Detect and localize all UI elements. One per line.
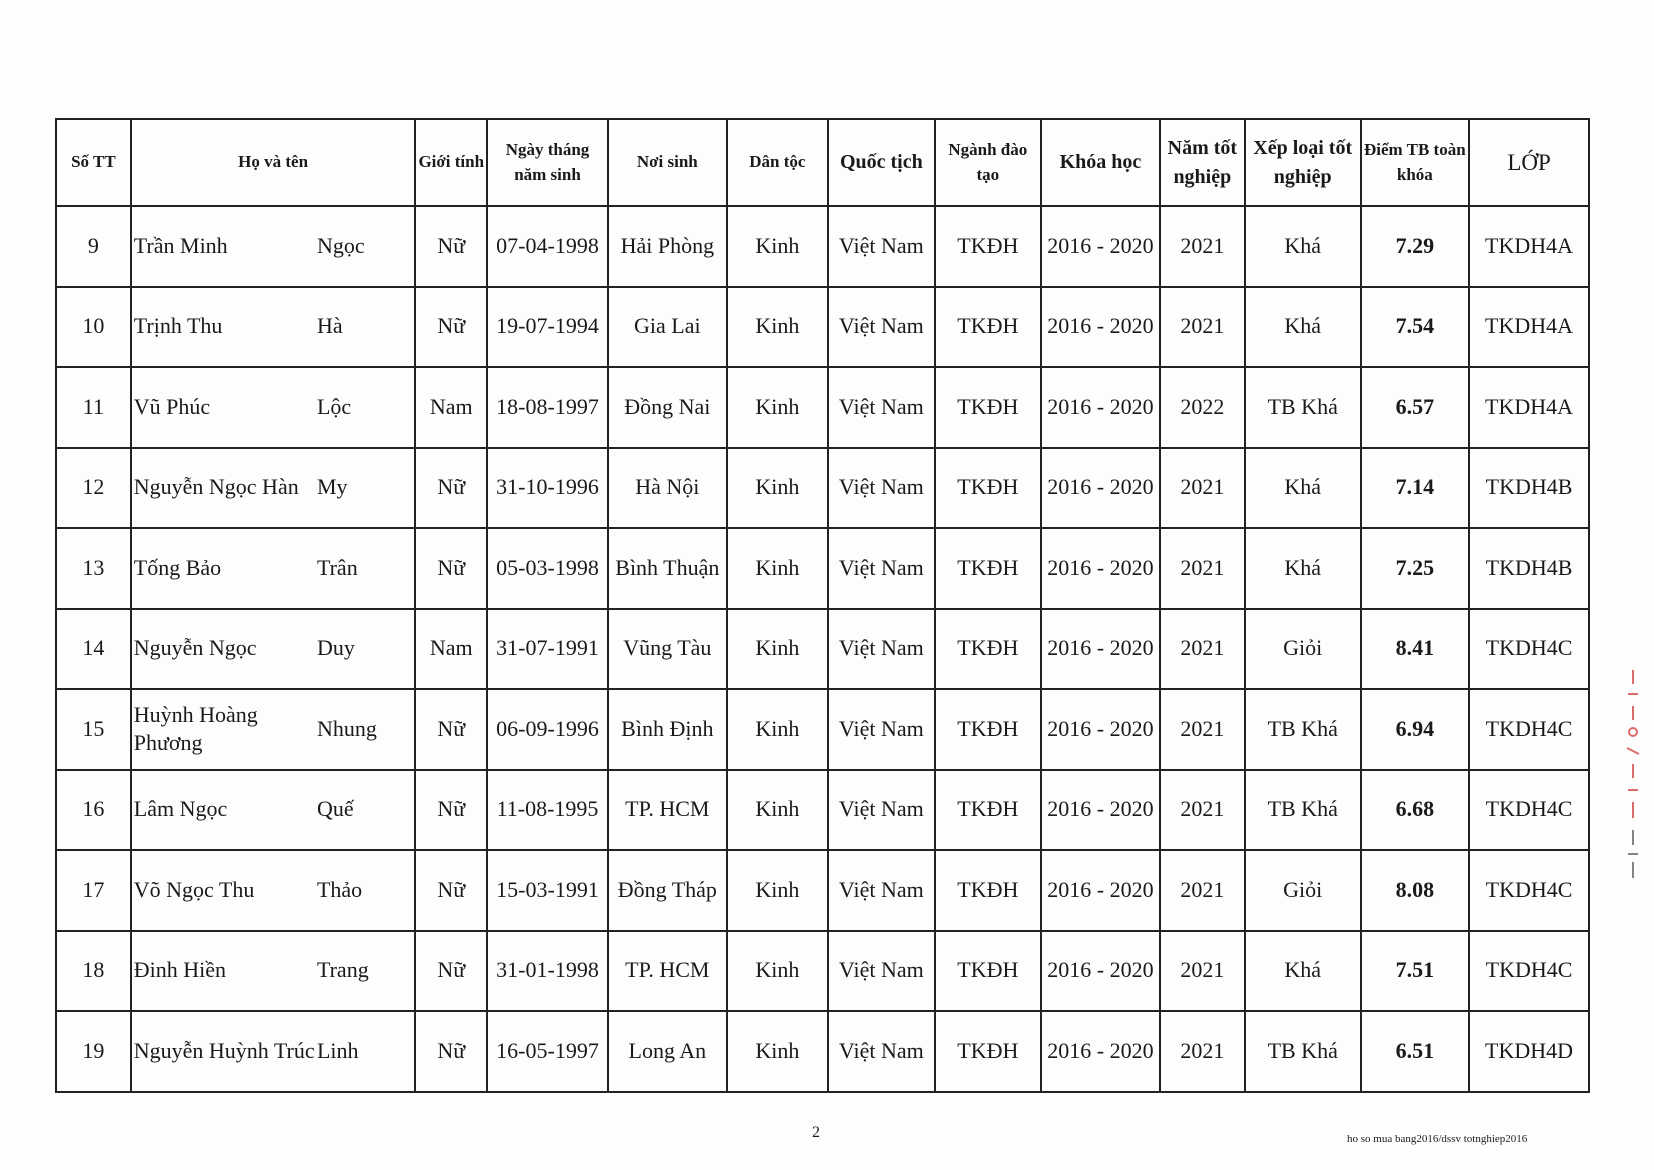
cell-stt: 16 (56, 770, 131, 851)
cell-diemtb: 7.14 (1361, 448, 1470, 529)
cell-khoahoc: 2016 - 2020 (1041, 850, 1160, 931)
table-row (56, 770, 1589, 851)
cell-lop: TKDH4B (1469, 448, 1589, 529)
cell-dantoc: Kinh (727, 206, 828, 287)
name-wrap (134, 554, 413, 583)
cell-ho: Nguyễn Ngọc Hàn (133, 474, 299, 500)
cell-noisinh: Bình Thuận (608, 528, 727, 609)
cell-ho: Huỳnh Hoàng Phương (133, 701, 258, 756)
cell-nganh: TKĐH (935, 850, 1042, 931)
cell-xeploai: Khá (1245, 287, 1361, 368)
cell-lop: TKDH4C (1469, 770, 1589, 851)
cell-dantoc: Kinh (727, 287, 828, 368)
cell-ngaysinh: 16-05-1997 (487, 1011, 608, 1092)
header-namtn: Năm tốt nghiệp (1160, 119, 1245, 206)
cell-hoten (131, 528, 416, 609)
cell-gioitinh: Nam (415, 367, 487, 448)
cell-nganh: TKĐH (935, 931, 1042, 1012)
page-number: 2 (812, 1124, 820, 1141)
cell-noisinh: Gia Lai (608, 287, 727, 368)
name-wrap (134, 956, 413, 985)
cell-xeploai: TB Khá (1245, 367, 1361, 448)
cell-quoctich: Việt Nam (828, 206, 935, 287)
cell-noisinh: TP. HCM (608, 770, 727, 851)
cell-ngaysinh: 07-04-1998 (487, 206, 608, 287)
cell-dantoc: Kinh (727, 770, 828, 851)
cell-stt: 19 (56, 1011, 131, 1092)
cell-khoahoc: 2016 - 2020 (1041, 931, 1160, 1012)
cell-noisinh: Hà Nội (608, 448, 727, 529)
cell-xeploai: Khá (1245, 206, 1361, 287)
name-wrap (134, 1037, 413, 1066)
cell-khoahoc: 2016 - 2020 (1041, 528, 1160, 609)
cell-ten: Trang (316, 957, 369, 983)
header-lop: LỚP (1469, 119, 1589, 206)
cell-ngaysinh: 05-03-1998 (487, 528, 608, 609)
cell-namtn: 2021 (1160, 931, 1245, 1012)
cell-ho: Lâm Ngọc (133, 796, 228, 822)
cell-hoten (131, 931, 416, 1012)
cell-nganh: TKĐH (935, 367, 1042, 448)
scan-edge-marks (1622, 670, 1644, 880)
cell-namtn: 2021 (1160, 850, 1245, 931)
cell-ten: Duy (316, 635, 355, 661)
cell-stt: 12 (56, 448, 131, 529)
cell-stt: 15 (56, 689, 131, 770)
cell-xeploai: Khá (1245, 931, 1361, 1012)
cell-nganh: TKĐH (935, 1011, 1042, 1092)
cell-ten: Trân (316, 554, 358, 580)
cell-stt: 10 (56, 287, 131, 368)
cell-khoahoc: 2016 - 2020 (1041, 448, 1160, 529)
cell-namtn: 2021 (1160, 1011, 1245, 1092)
cell-lop: TKDH4D (1469, 1011, 1589, 1092)
header-dantoc: Dân tộc (727, 119, 828, 206)
cell-gioitinh: Nữ (415, 1011, 487, 1092)
cell-diemtb: 7.29 (1361, 206, 1470, 287)
cell-diemtb: 6.94 (1361, 689, 1470, 770)
cell-gioitinh: Nữ (415, 448, 487, 529)
cell-gioitinh: Nữ (415, 770, 487, 851)
cell-ten: Linh (316, 1037, 359, 1063)
name-wrap (134, 312, 413, 341)
cell-quoctich: Việt Nam (828, 1011, 935, 1092)
cell-stt: 14 (56, 609, 131, 690)
cell-hoten (131, 206, 416, 287)
cell-xeploai: Giỏi (1245, 850, 1361, 931)
cell-dantoc: Kinh (727, 689, 828, 770)
header-xeploai: Xếp loại tốt nghiệp (1245, 119, 1361, 206)
cell-quoctich: Việt Nam (828, 609, 935, 690)
cell-hoten (131, 770, 416, 851)
cell-ngaysinh: 11-08-1995 (487, 770, 608, 851)
graduate-roster-table (55, 118, 1590, 1093)
cell-khoahoc: 2016 - 2020 (1041, 609, 1160, 690)
header-noisinh: Nơi sinh (608, 119, 727, 206)
cell-gioitinh: Nữ (415, 850, 487, 931)
cell-khoahoc: 2016 - 2020 (1041, 206, 1160, 287)
cell-dantoc: Kinh (727, 528, 828, 609)
name-wrap (134, 701, 413, 758)
cell-hoten (131, 689, 416, 770)
cell-noisinh: Hải Phòng (608, 206, 727, 287)
cell-ho: Trần Minh (133, 232, 228, 258)
cell-dantoc: Kinh (727, 850, 828, 931)
cell-stt: 9 (56, 206, 131, 287)
header-diemtb: Điểm TB toàn khóa (1361, 119, 1470, 206)
cell-lop: TKDH4A (1469, 206, 1589, 287)
cell-ngaysinh: 06-09-1996 (487, 689, 608, 770)
table-row (56, 931, 1589, 1012)
cell-diemtb: 6.68 (1361, 770, 1470, 851)
cell-diemtb: 6.51 (1361, 1011, 1470, 1092)
header-hoten: Họ và tên (131, 119, 416, 206)
cell-stt: 11 (56, 367, 131, 448)
cell-namtn: 2021 (1160, 770, 1245, 851)
cell-noisinh: Đồng Nai (608, 367, 727, 448)
table-row (56, 287, 1589, 368)
cell-dantoc: Kinh (727, 448, 828, 529)
cell-gioitinh: Nữ (415, 528, 487, 609)
cell-namtn: 2021 (1160, 448, 1245, 529)
cell-nganh: TKĐH (935, 689, 1042, 770)
cell-khoahoc: 2016 - 2020 (1041, 1011, 1160, 1092)
table-row (56, 367, 1589, 448)
cell-lop: TKDH4B (1469, 528, 1589, 609)
cell-lop: TKDH4C (1469, 850, 1589, 931)
cell-ten: Quế (316, 796, 354, 822)
cell-gioitinh: Nữ (415, 206, 487, 287)
cell-noisinh: TP. HCM (608, 931, 727, 1012)
name-wrap (134, 795, 413, 824)
cell-nganh: TKĐH (935, 448, 1042, 529)
cell-khoahoc: 2016 - 2020 (1041, 689, 1160, 770)
cell-hoten (131, 448, 416, 529)
cell-xeploai: Khá (1245, 528, 1361, 609)
cell-ngaysinh: 31-10-1996 (487, 448, 608, 529)
cell-dantoc: Kinh (727, 931, 828, 1012)
cell-gioitinh: Nữ (415, 689, 487, 770)
cell-gioitinh: Nữ (415, 931, 487, 1012)
header-quoctich: Quốc tịch (828, 119, 935, 206)
cell-xeploai: TB Khá (1245, 689, 1361, 770)
cell-namtn: 2021 (1160, 609, 1245, 690)
cell-lop: TKDH4C (1469, 689, 1589, 770)
cell-noisinh: Bình Định (608, 689, 727, 770)
cell-khoahoc: 2016 - 2020 (1041, 770, 1160, 851)
cell-dantoc: Kinh (727, 609, 828, 690)
cell-ten: Lộc (316, 393, 352, 419)
cell-diemtb: 8.08 (1361, 850, 1470, 931)
header-stt: Số TT (56, 119, 131, 206)
cell-khoahoc: 2016 - 2020 (1041, 367, 1160, 448)
table-body (56, 206, 1589, 1092)
cell-ten: Thảo (316, 876, 363, 902)
cell-namtn: 2021 (1160, 528, 1245, 609)
cell-xeploai: Khá (1245, 448, 1361, 529)
cell-gioitinh: Nam (415, 609, 487, 690)
name-wrap (134, 876, 413, 905)
cell-lop: TKDH4A (1469, 287, 1589, 368)
cell-quoctich: Việt Nam (828, 528, 935, 609)
cell-namtn: 2021 (1160, 689, 1245, 770)
cell-ho: Nguyễn Ngọc (133, 635, 257, 661)
cell-ngaysinh: 15-03-1991 (487, 850, 608, 931)
cell-quoctich: Việt Nam (828, 448, 935, 529)
cell-ho: Tống Bảo (133, 554, 222, 580)
cell-ho: Võ Ngọc Thu (133, 876, 255, 902)
cell-nganh: TKĐH (935, 770, 1042, 851)
cell-ten: Hà (316, 313, 343, 339)
cell-diemtb: 7.54 (1361, 287, 1470, 368)
cell-ho: Nguyễn Huỳnh Trúc (133, 1037, 315, 1063)
cell-nganh: TKĐH (935, 528, 1042, 609)
table-row (56, 609, 1589, 690)
cell-diemtb: 7.25 (1361, 528, 1470, 609)
cell-hoten (131, 609, 416, 690)
cell-gioitinh: Nữ (415, 287, 487, 368)
cell-ho: Vũ Phúc (133, 393, 211, 419)
cell-ho: Trịnh Thu (133, 313, 223, 339)
table-row (56, 689, 1589, 770)
cell-lop: TKDH4C (1469, 609, 1589, 690)
name-wrap (134, 473, 413, 502)
cell-ngaysinh: 31-01-1998 (487, 931, 608, 1012)
cell-hoten (131, 850, 416, 931)
cell-nganh: TKĐH (935, 609, 1042, 690)
cell-noisinh: Vũng Tàu (608, 609, 727, 690)
header-gioitinh: Giới tính (415, 119, 487, 206)
name-wrap (134, 232, 413, 261)
cell-stt: 17 (56, 850, 131, 931)
name-wrap (134, 393, 413, 422)
cell-xeploai: TB Khá (1245, 1011, 1361, 1092)
cell-ngaysinh: 18-08-1997 (487, 367, 608, 448)
cell-quoctich: Việt Nam (828, 287, 935, 368)
cell-stt: 18 (56, 931, 131, 1012)
cell-stt: 13 (56, 528, 131, 609)
cell-lop: TKDH4A (1469, 367, 1589, 448)
cell-quoctich: Việt Nam (828, 770, 935, 851)
cell-diemtb: 7.51 (1361, 931, 1470, 1012)
cell-lop: TKDH4C (1469, 931, 1589, 1012)
cell-xeploai: TB Khá (1245, 770, 1361, 851)
cell-hoten (131, 287, 416, 368)
cell-dantoc: Kinh (727, 367, 828, 448)
name-wrap (134, 634, 413, 663)
cell-ten: Nhung (316, 715, 377, 741)
cell-khoahoc: 2016 - 2020 (1041, 287, 1160, 368)
cell-noisinh: Đồng Tháp (608, 850, 727, 931)
cell-diemtb: 6.57 (1361, 367, 1470, 448)
table-row (56, 850, 1589, 931)
cell-quoctich: Việt Nam (828, 931, 935, 1012)
cell-xeploai: Giỏi (1245, 609, 1361, 690)
cell-ten: Ngọc (316, 232, 365, 258)
cell-namtn: 2021 (1160, 287, 1245, 368)
cell-ten: My (316, 474, 348, 500)
cell-nganh: TKĐH (935, 206, 1042, 287)
cell-ngaysinh: 31-07-1991 (487, 609, 608, 690)
cell-noisinh: Long An (608, 1011, 727, 1092)
table-row (56, 206, 1589, 287)
cell-quoctich: Việt Nam (828, 850, 935, 931)
table-row (56, 1011, 1589, 1092)
cell-namtn: 2021 (1160, 206, 1245, 287)
cell-quoctich: Việt Nam (828, 689, 935, 770)
header-nganh: Ngành đào tạo (935, 119, 1042, 206)
table-row (56, 528, 1589, 609)
cell-quoctich: Việt Nam (828, 367, 935, 448)
cell-hoten (131, 367, 416, 448)
table-header-row (56, 119, 1589, 206)
file-path-footer: ho so mua bang2016/dssv totnghiep2016 (1347, 1133, 1528, 1145)
cell-ngaysinh: 19-07-1994 (487, 287, 608, 368)
cell-ho: Đinh Hiền (133, 957, 227, 983)
cell-nganh: TKĐH (935, 287, 1042, 368)
cell-hoten (131, 1011, 416, 1092)
cell-dantoc: Kinh (727, 1011, 828, 1092)
table-row (56, 448, 1589, 529)
cell-namtn: 2022 (1160, 367, 1245, 448)
cell-diemtb: 8.41 (1361, 609, 1470, 690)
header-ngaysinh: Ngày tháng năm sinh (487, 119, 608, 206)
header-khoahoc: Khóa học (1041, 119, 1160, 206)
